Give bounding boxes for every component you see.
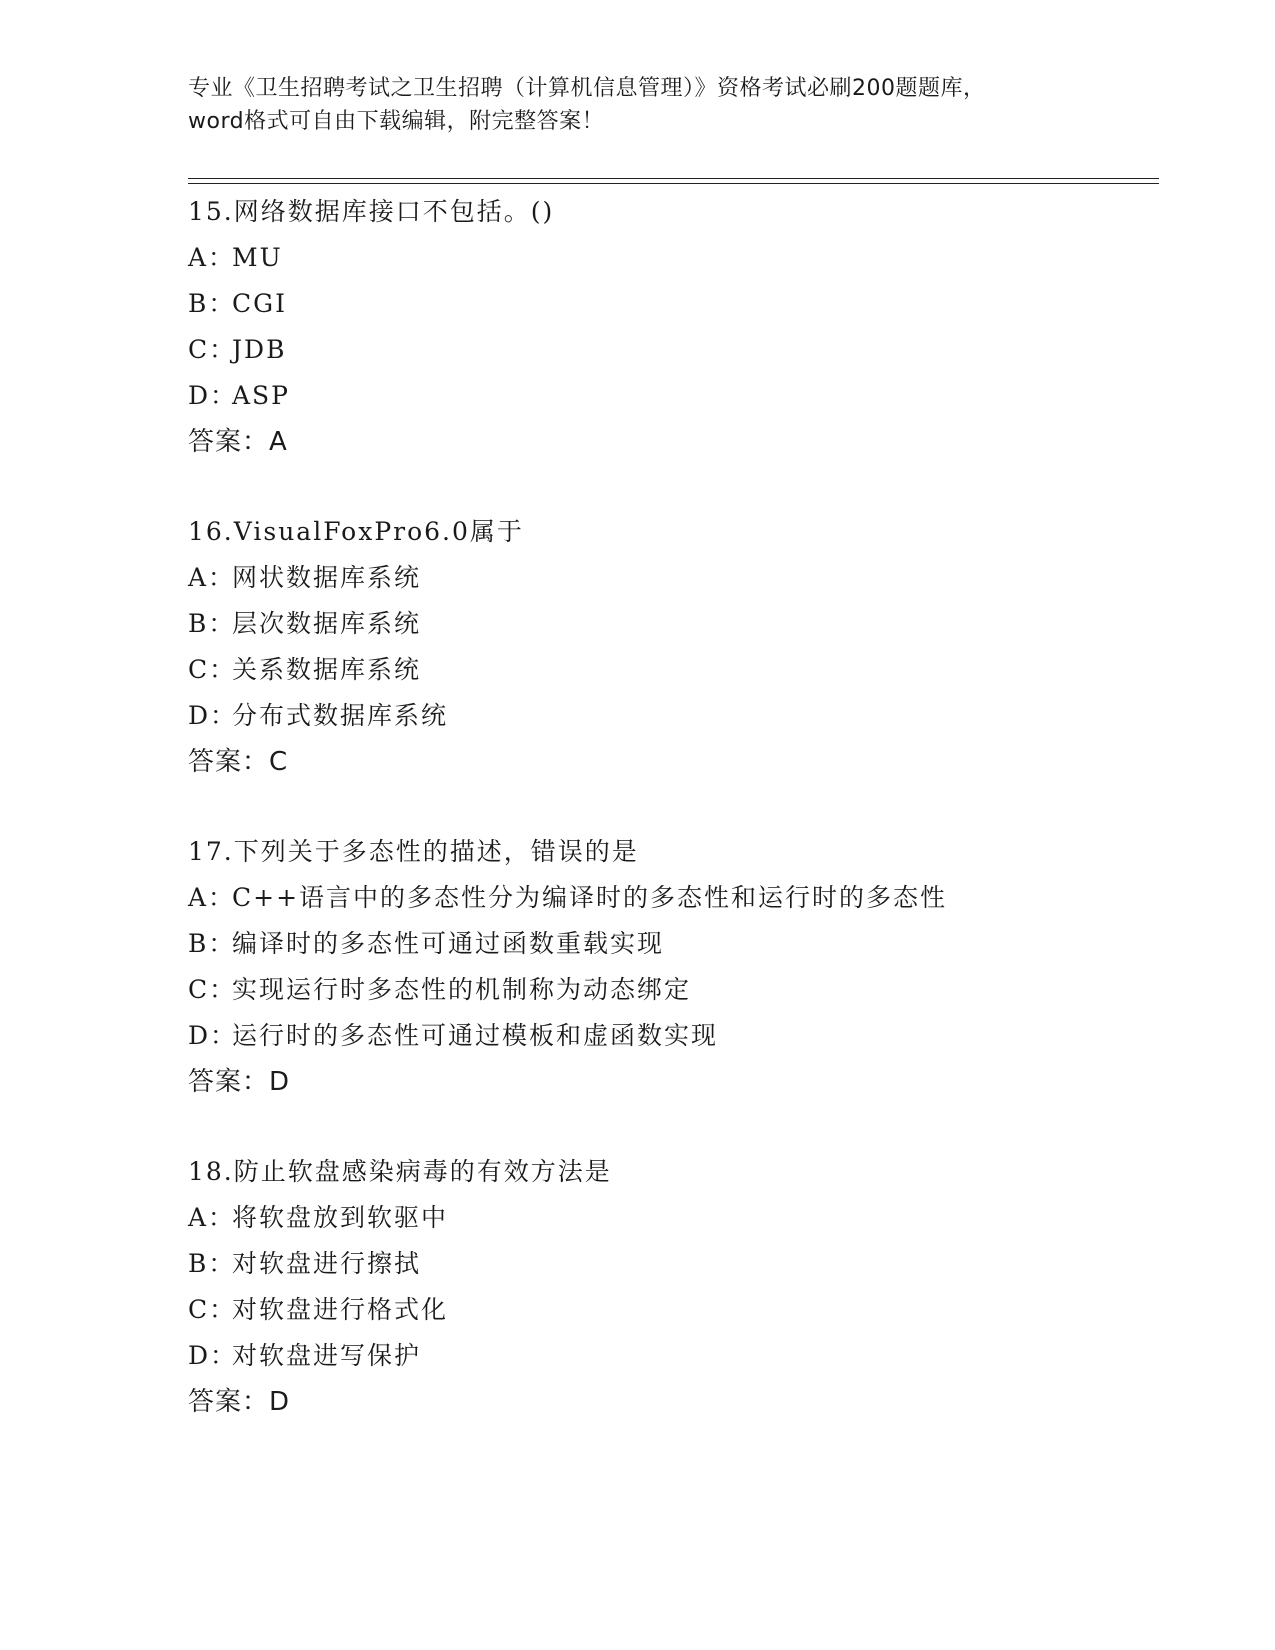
option-d [188,1013,1168,1059]
option-text: 编译时的多态性可通过函数重载实现 [232,929,665,958]
question-16 [188,509,1168,785]
option-key: C： [188,335,237,364]
option-text: JDB [232,335,287,364]
option-text: 分布式数据库系统 [232,701,449,730]
option-key: A： [188,1203,236,1232]
option-b [188,921,1168,967]
option-text: CGI [232,289,287,318]
option-c [188,327,1168,373]
document-header [188,72,1088,138]
option-text: 关系数据库系统 [232,655,422,684]
option-text: 网状数据库系统 [232,563,422,592]
question-stem: 16.VisualFoxPro6.0属于 [188,517,524,546]
option-a [188,235,1168,281]
option-b [188,281,1168,327]
option-text: C++语言中的多态性分为编译时的多态性和运行时的多态性 [232,883,948,912]
option-c [188,1287,1168,1333]
answer-line: 答案：A [188,427,288,457]
option-d [188,373,1168,419]
option-text: 对软盘进行擦拭 [232,1249,422,1278]
answer-line: 答案：C [188,747,289,777]
option-d [188,1333,1168,1379]
option-text: 运行时的多态性可通过模板和虚函数实现 [232,1021,719,1050]
answer-line: 答案：D [188,1067,291,1097]
question-stem: 15.网络数据库接口不包括。() [188,197,555,226]
option-c [188,647,1168,693]
option-key: D： [188,1021,238,1050]
option-key: D： [188,381,238,410]
option-text: 将软盘放到软驱中 [232,1203,449,1232]
option-b [188,601,1168,647]
question-18 [188,1149,1168,1425]
option-d [188,693,1168,739]
option-text: 对软盘进写保护 [232,1341,422,1370]
answer-line: 答案：D [188,1387,291,1417]
option-key: A： [188,563,236,592]
option-key: A： [188,883,236,912]
option-text: MU [232,243,283,272]
option-key: D： [188,1341,238,1370]
option-text: 对软盘进行格式化 [232,1295,449,1324]
option-key: C： [188,655,237,684]
option-b [188,1241,1168,1287]
option-key: C： [188,975,237,1004]
option-a [188,875,1168,921]
option-text: 实现运行时多态性的机制称为动态绑定 [232,975,692,1004]
question-stem: 18.防止软盘感染病毒的有效方法是 [188,1157,612,1186]
option-c [188,967,1168,1013]
header-divider-top [188,178,1159,179]
option-key: A： [188,243,236,272]
question-15 [188,189,1168,465]
question-stem: 17.下列关于多态性的描述，错误的是 [188,837,639,866]
option-key: B： [188,289,236,318]
header-line-2: word格式可自由下载编辑，附完整答案！ [188,109,605,134]
header-divider-bottom [188,183,1159,184]
question-17 [188,829,1168,1105]
option-key: B： [188,1249,236,1278]
option-text: 层次数据库系统 [232,609,422,638]
option-key: B： [188,609,236,638]
option-a [188,1195,1168,1241]
option-key: B： [188,929,236,958]
header-line-1: 专业《卫生招聘考试之卫生招聘（计算机信息管理）》资格考试必刷200题题库， [188,76,986,101]
option-key: C： [188,1295,237,1324]
option-key: D： [188,701,238,730]
option-a [188,555,1168,601]
option-text: ASP [232,381,291,410]
